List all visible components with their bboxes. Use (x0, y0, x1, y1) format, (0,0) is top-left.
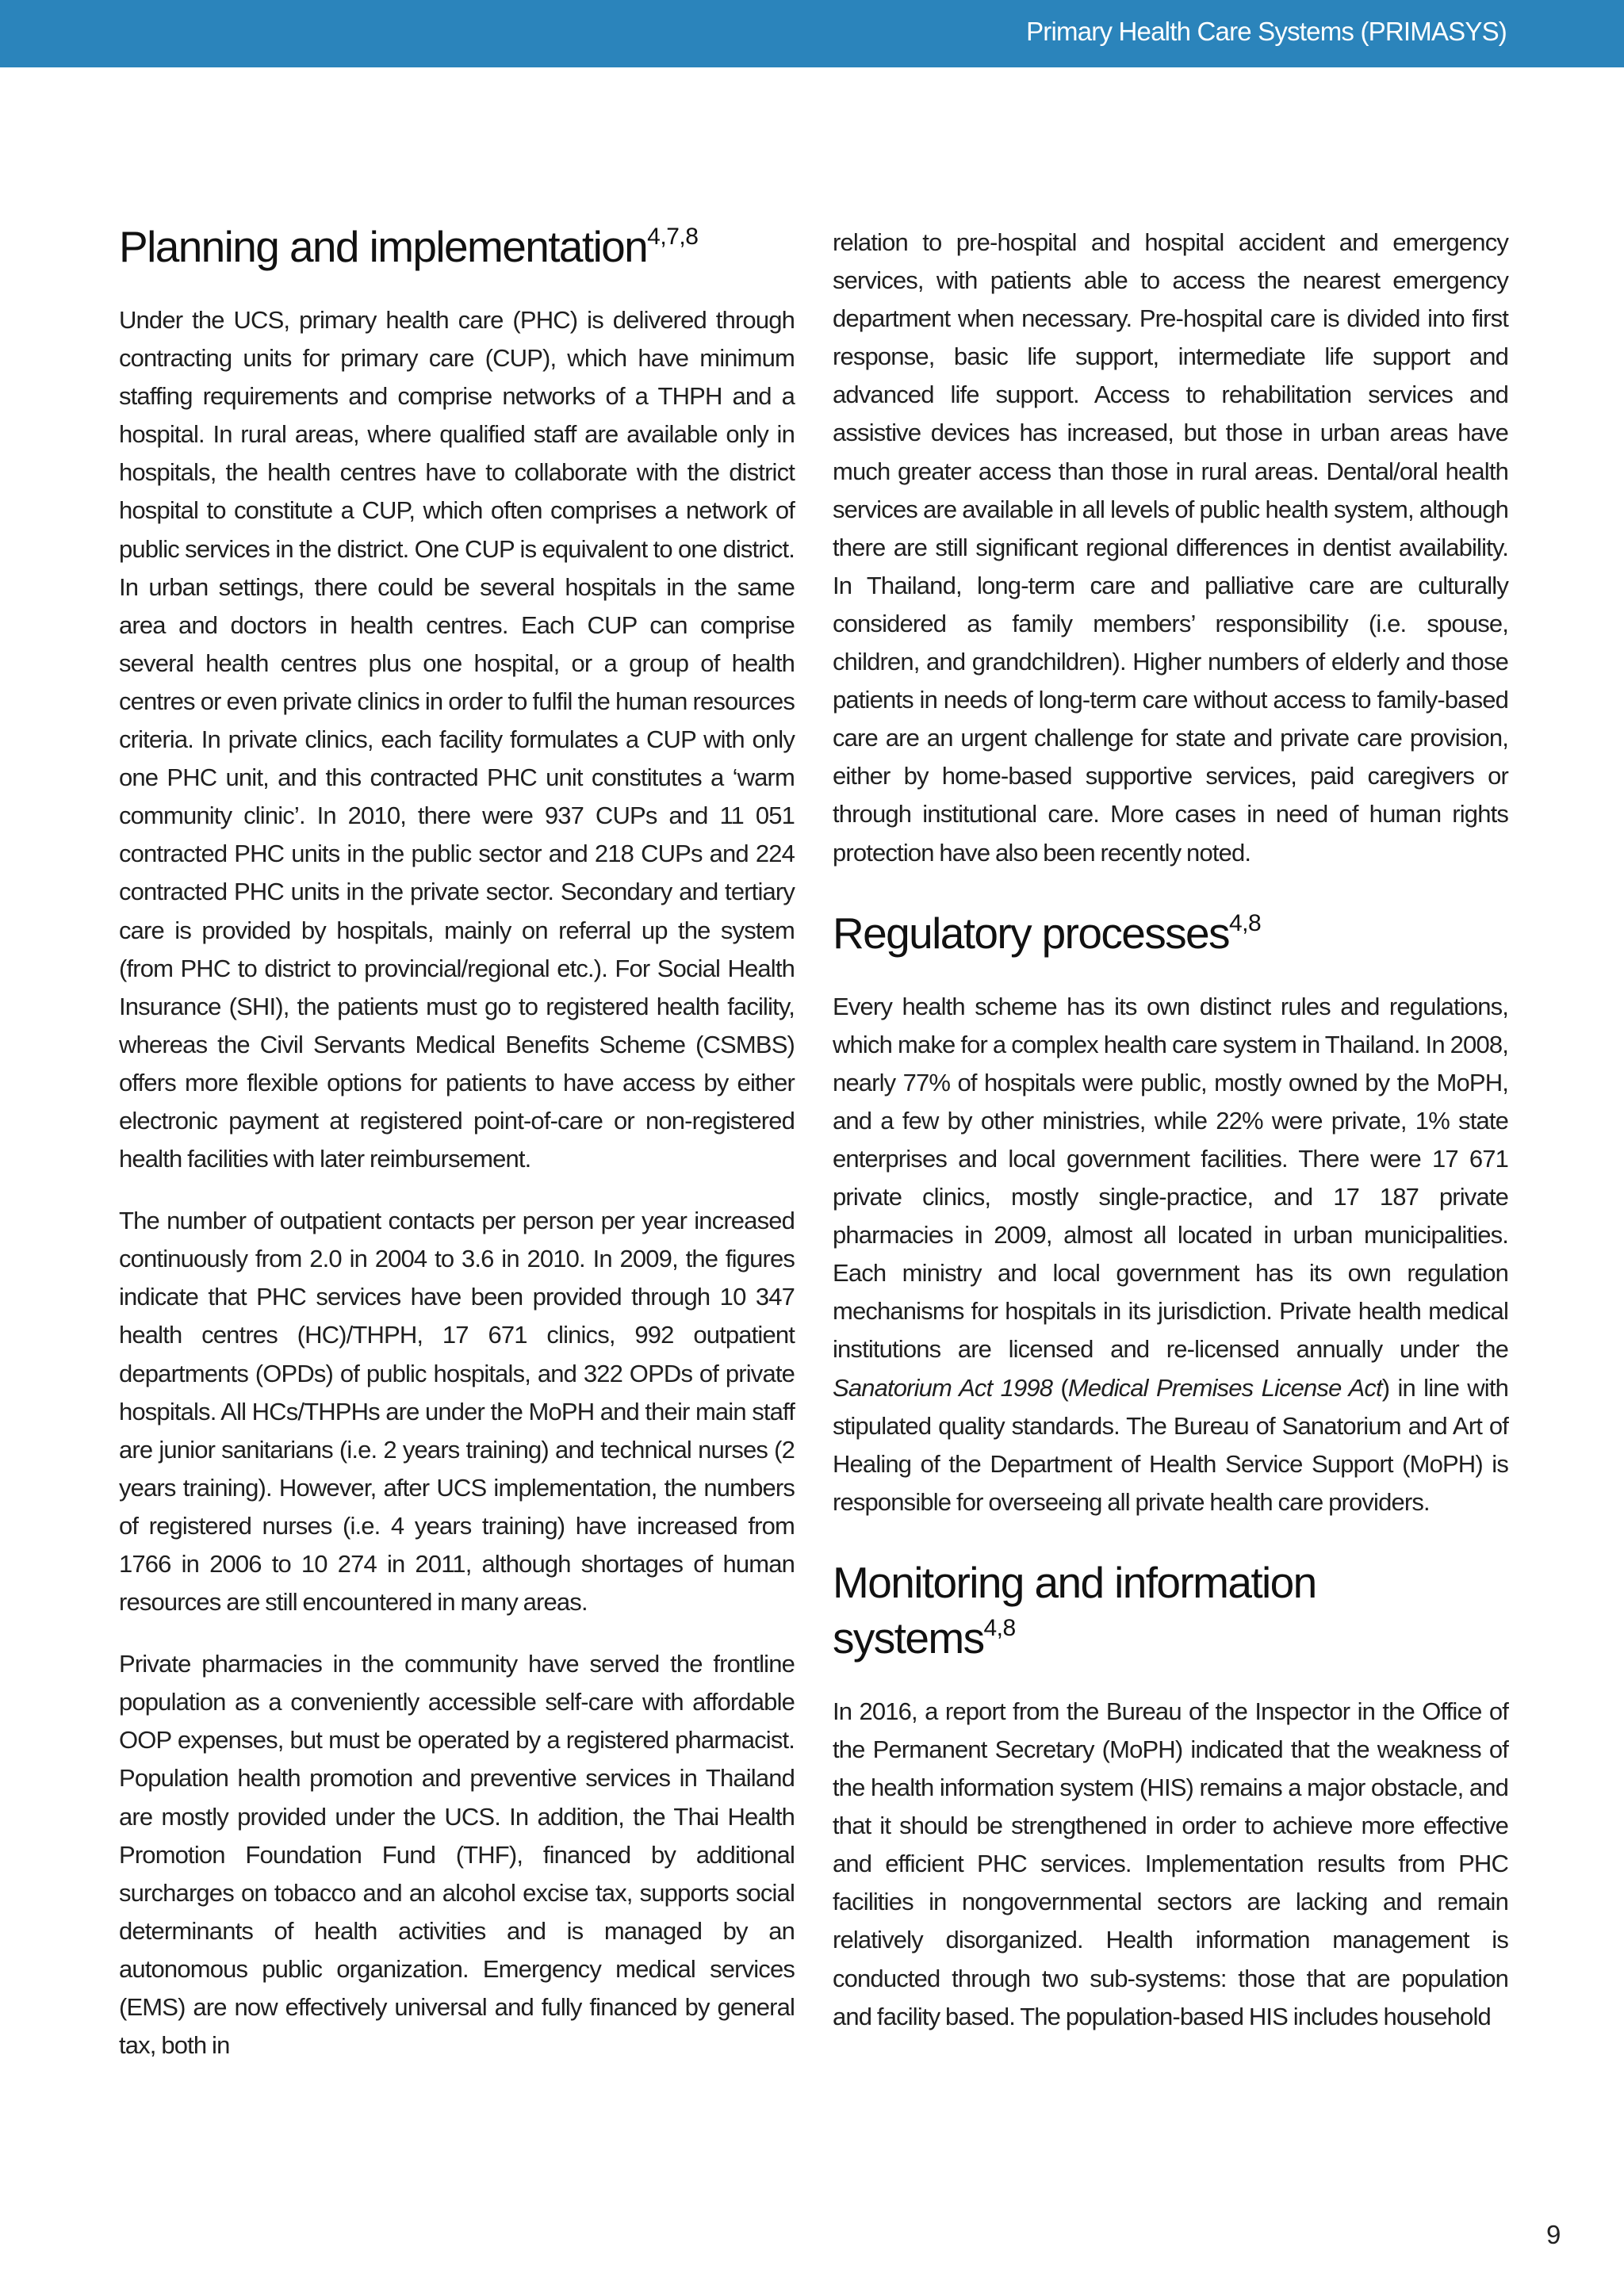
paragraph-planning-3: Private pharmacies in the community have served the frontline population as a conveniently accessible self-care with affordable OOP expenses, but must be operated by a registered pharmacist. Population health promotion and preventive services in Thailand are mostly provided under the UCS. In addition, the Thai Health Promotion Foundation Fund (THF), financed by additional surcharges on tobacco and an alcohol excise tax, supports social determinants of health activities and is managed by an autonomous public organization. Emergency medical services (EMS) are now effectively universal and fully financed by general tax, both in (119, 1650, 795, 2060)
section-heading-monitoring (833, 1555, 1508, 1666)
paragraph-planning-1: Under the UCS, primary health care (PHC) is delivered through contracting units for primary care (CUP), which have minimum staffing requirements and comprise networks of a THPH and a hospital. In rural areas, where qualified staff are available only in hospitals, the health centres have to collaborate with the district hospital to constitute a CUP, which often comprises a network of public services in the district. One CUP is equivalent to one district. In urban settings, there could be several hospitals in the same area and doctors in health centres. Each CUP can comprise several health centres plus one hospital, or a group of health centres or even private clinics in order to fulfil the human resources criteria. In private clinics, each facility formulates a CUP with only one PHC unit, and this contracted PHC unit constitutes a ‘warm community clinic’. In 2010, there were 937 CUPs and 11 051 contracted PHC units in the public sector and 218 CUPs and 224 contracted PHC units in the private sector. Secondary and tertiary care is provided by hospitals, mainly on referral up the system (from PHC to district to provincial/regional etc.). For Social Health Insurance (SHI), the patients must go to registered health facility, whereas the Civil Servants Medical Benefits Scheme (CSMBS) offers more flexible options for patients to have access by either electronic payment at registered point-of-care or non-registered health facilities with later reimbursement. (119, 306, 795, 1173)
paragraph-planning-2: The number of outpatient contacts per person per year increased continuously from 2.0 in 2004 to 3.6 in 2010. In 2009, the figures indicate that PHC services have been provided through 10 347 health centres (HC)/THPH, 17 671 clinics, 992 outpatient departments (OPDs) of public hospitals, and 322 OPDs of private hospitals. All HCs/THPHs are under the MoPH and their main staff are junior sanitarians (i.e. 2 years training) and technical nurses (2 years training). However, after UCS implementation, the numbers of registered nurses (i.e. 4 years training) have increased from 1766 in 2006 to 10 274 in 2011, although shortages of human resources are still encountered in many areas. (119, 1207, 795, 1617)
paragraph-planning-continuation: relation to pre-hospital and hospital accident and emergency services, with patients able to access the nearest emergency department when necessary. Pre-hospital care is divided into first response, basic life support, intermediate life support and advanced life support. Access to rehabilitation services and assistive devices has increased, but those in urban areas have much greater access than those in rural areas. Dental/oral health services are available in all levels of public health system, although there are still significant regional differences in dentist availability. In Thailand, long-term care and palliative care are culturally considered as family members’ responsibility (i.e. spouse, children, and grandchildren). Higher numbers of elderly and those patients in needs of long-term care without access to family-based care are an urgent challenge for state and private care provision, either by home-based supportive services, paid caregivers or through institutional care. More cases in need of human rights protection have also been recently noted. (833, 228, 1508, 867)
reference-superscript: 4,8 (983, 1614, 1016, 1641)
heading-text: Planning and implementation (119, 222, 648, 271)
section-heading-planning (119, 219, 795, 274)
paragraph-regulatory (833, 988, 1508, 1521)
act-title-italic: Sanatorium Act 1998 (833, 1373, 1053, 1402)
reference-superscript: 4,8 (1228, 909, 1262, 936)
publication-title: Primary Health Care Systems (PRIMASYS) (1026, 17, 1507, 46)
right-column (833, 224, 1508, 2036)
text-run: ( (1052, 1373, 1068, 1402)
heading-text: Monitoring and information systems (833, 1557, 1316, 1663)
section-heading-regulatory (833, 905, 1508, 961)
paragraph-monitoring: In 2016, a report from the Bureau of the Inspector in the Office of the Permanent Secretary (MoPH) indicated that the weakness of the health information system (HIS) remains a major obstacle, and that it should be strengthened in order to achieve more effective and efficient PHC services. Implementation results from PHC facilities in nongovernmental sectors are lacking and remain relatively disorganized. Health information management is conducted through two sub-systems: those that are population and facility based. The population-based HIS includes household (833, 1697, 1508, 2030)
text-run: ) in line with stipulated quality standards. The Bureau of Sanatorium and Art of Healing of the Department of Health Service Support (MoPH) is responsible for overseeing all private health care providers. (833, 1373, 1508, 1516)
reference-superscript: 4,7,8 (647, 224, 699, 250)
act-title-italic: Medical Premises License Act (1067, 1373, 1382, 1402)
page-number: 9 (1546, 2220, 1561, 2249)
heading-text: Regulatory processes (833, 908, 1229, 958)
page-header-bar (0, 0, 1624, 67)
text-run: Every health scheme has its own distinct rules and regulations, which make for a complex health care system in Thailand. In 2008, nearly 77% of hospitals were public, mostly owned by the MoPH, and a few by other ministries, while 22% were private, 1% state enterprises and local government facilities. There were 17 671 private clinics, mostly single-practice, and 17 187 private pharmacies in 2009, almost all located in urban municipalities. Each ministry and local government has its own regulation mechanisms for hospitals in its jurisdiction. Private health medical institutions are licensed and re-licensed annually under the (833, 992, 1508, 1364)
left-column (119, 219, 795, 2064)
